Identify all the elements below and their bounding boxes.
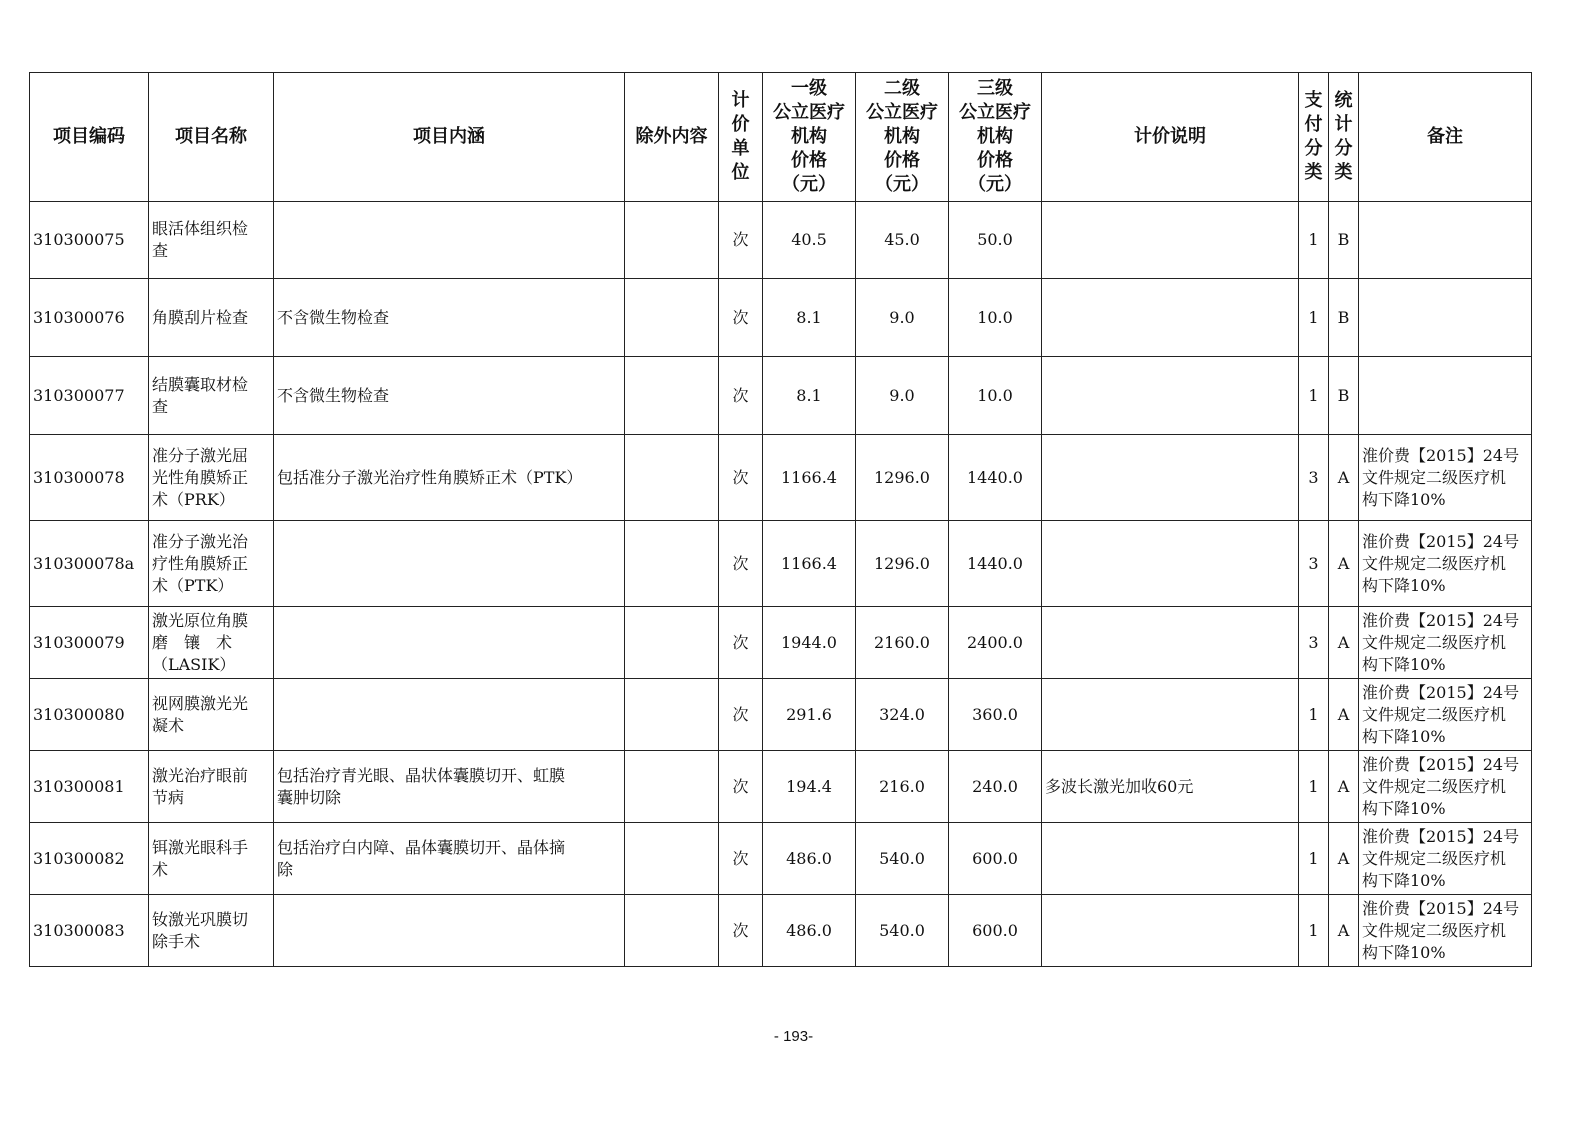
cell-pricing-notes: [1042, 279, 1299, 357]
cell-payment-category: 1: [1299, 679, 1329, 751]
table-row: [30, 357, 1532, 435]
cell-name: 结膜囊取材检 查: [149, 357, 274, 435]
cell-statistics-category: A: [1329, 435, 1359, 521]
table-row: [30, 435, 1532, 521]
cell-price-level1: 486.0: [763, 895, 856, 967]
cell-name: 激光原位角膜 磨 镶 术 （LASIK）: [149, 607, 274, 679]
cell-excluded: [625, 607, 719, 679]
cell-unit: 次: [719, 823, 763, 895]
cell-price-level1: 1166.4: [763, 435, 856, 521]
cell-unit: 次: [719, 751, 763, 823]
table-row: [30, 823, 1532, 895]
cell-price-level1: 194.4: [763, 751, 856, 823]
cell-content: [274, 202, 625, 279]
cell-price-level2: 45.0: [856, 202, 949, 279]
cell-pricing-notes: [1042, 895, 1299, 967]
cell-statistics-category: A: [1329, 751, 1359, 823]
header-price-level3: 三级 公立医疗 机构 价格 （元）: [949, 73, 1042, 202]
cell-code: 310300078a: [30, 521, 149, 607]
cell-price-level3: 1440.0: [949, 435, 1042, 521]
cell-unit: 次: [719, 895, 763, 967]
header-name: 项目名称: [149, 73, 274, 202]
cell-excluded: [625, 202, 719, 279]
table-row: [30, 751, 1532, 823]
cell-statistics-category: A: [1329, 679, 1359, 751]
cell-price-level3: 2400.0: [949, 607, 1042, 679]
cell-code: 310300075: [30, 202, 149, 279]
cell-payment-category: 3: [1299, 435, 1329, 521]
cell-excluded: [625, 823, 719, 895]
cell-pricing-notes: [1042, 607, 1299, 679]
cell-pricing-notes: [1042, 823, 1299, 895]
cell-name: 准分子激光屈 光性角膜矫正 术（PRK）: [149, 435, 274, 521]
cell-pricing-notes: [1042, 521, 1299, 607]
cell-statistics-category: A: [1329, 895, 1359, 967]
cell-price-level2: 2160.0: [856, 607, 949, 679]
cell-statistics-category: B: [1329, 279, 1359, 357]
cell-name: 准分子激光治 疗性角膜矫正 术（PTK）: [149, 521, 274, 607]
header-unit: 计 价 单 位: [719, 73, 763, 202]
cell-price-level2: 540.0: [856, 823, 949, 895]
table-row: [30, 895, 1532, 967]
cell-price-level1: 291.6: [763, 679, 856, 751]
table-row: [30, 607, 1532, 679]
table-row: [30, 521, 1532, 607]
cell-content: [274, 679, 625, 751]
page-number: - 193-: [773, 1028, 814, 1045]
cell-price-level3: 50.0: [949, 202, 1042, 279]
cell-name: 视网膜激光光 凝术: [149, 679, 274, 751]
cell-name: 眼活体组织检 查: [149, 202, 274, 279]
cell-excluded: [625, 521, 719, 607]
cell-payment-category: 1: [1299, 895, 1329, 967]
cell-payment-category: 3: [1299, 521, 1329, 607]
cell-excluded: [625, 751, 719, 823]
cell-price-level1: 1944.0: [763, 607, 856, 679]
cell-excluded: [625, 679, 719, 751]
header-excluded: 除外内容: [625, 73, 719, 202]
header-pricing-notes: 计价说明: [1042, 73, 1299, 202]
cell-excluded: [625, 357, 719, 435]
cell-price-level3: 1440.0: [949, 521, 1042, 607]
cell-code: 310300078: [30, 435, 149, 521]
cell-unit: 次: [719, 357, 763, 435]
cell-statistics-category: B: [1329, 202, 1359, 279]
header-statistics-category: 统 计 分 类: [1329, 73, 1359, 202]
cell-statistics-category: B: [1329, 357, 1359, 435]
table-row: [30, 679, 1532, 751]
cell-content: [274, 895, 625, 967]
cell-code: 310300080: [30, 679, 149, 751]
table-row: [30, 202, 1532, 279]
cell-pricing-notes: [1042, 435, 1299, 521]
cell-price-level2: 540.0: [856, 895, 949, 967]
cell-unit: 次: [719, 521, 763, 607]
cell-price-level2: 324.0: [856, 679, 949, 751]
table-header-row: [30, 73, 1532, 202]
cell-code: 310300081: [30, 751, 149, 823]
cell-price-level1: 40.5: [763, 202, 856, 279]
cell-remark: 淮价费【2015】24号 文件规定二级医疗机 构下降10%: [1359, 823, 1532, 895]
cell-payment-category: 1: [1299, 823, 1329, 895]
cell-price-level2: 1296.0: [856, 435, 949, 521]
cell-unit: 次: [719, 679, 763, 751]
cell-price-level1: 486.0: [763, 823, 856, 895]
cell-unit: 次: [719, 607, 763, 679]
cell-name: 激光治疗眼前 节病: [149, 751, 274, 823]
cell-code: 310300082: [30, 823, 149, 895]
header-remark: 备注: [1359, 73, 1532, 202]
cell-content: 包括治疗青光眼、晶状体囊膜切开、虹膜 囊肿切除: [274, 751, 625, 823]
cell-statistics-category: A: [1329, 823, 1359, 895]
cell-code: 310300083: [30, 895, 149, 967]
cell-pricing-notes: [1042, 202, 1299, 279]
cell-pricing-notes: [1042, 357, 1299, 435]
cell-price-level1: 1166.4: [763, 521, 856, 607]
cell-excluded: [625, 435, 719, 521]
cell-pricing-notes: [1042, 679, 1299, 751]
cell-statistics-category: A: [1329, 607, 1359, 679]
cell-remark: [1359, 202, 1532, 279]
cell-content: 包括准分子激光治疗性角膜矫正术（PTK）: [274, 435, 625, 521]
cell-content: 不含微生物检查: [274, 357, 625, 435]
cell-price-level2: 1296.0: [856, 521, 949, 607]
cell-price-level1: 8.1: [763, 279, 856, 357]
cell-price-level3: 360.0: [949, 679, 1042, 751]
header-price-level2: 二级 公立医疗 机构 价格 （元）: [856, 73, 949, 202]
table-row: [30, 279, 1532, 357]
cell-price-level3: 240.0: [949, 751, 1042, 823]
cell-code: 310300077: [30, 357, 149, 435]
cell-payment-category: 1: [1299, 202, 1329, 279]
cell-price-level2: 216.0: [856, 751, 949, 823]
cell-remark: 淮价费【2015】24号 文件规定二级医疗机 构下降10%: [1359, 435, 1532, 521]
cell-content: 不含微生物检查: [274, 279, 625, 357]
header-price-level1: 一级 公立医疗 机构 价格 （元）: [763, 73, 856, 202]
cell-unit: 次: [719, 202, 763, 279]
cell-price-level3: 10.0: [949, 357, 1042, 435]
cell-price-level2: 9.0: [856, 357, 949, 435]
header-code: 项目编码: [30, 73, 149, 202]
cell-price-level3: 600.0: [949, 895, 1042, 967]
pricing-table: [29, 72, 1532, 967]
header-content: 项目内涵: [274, 73, 625, 202]
cell-remark: 淮价费【2015】24号 文件规定二级医疗机 构下降10%: [1359, 679, 1532, 751]
cell-name: 铒激光眼科手 术: [149, 823, 274, 895]
cell-remark: [1359, 279, 1532, 357]
cell-excluded: [625, 895, 719, 967]
cell-code: 310300076: [30, 279, 149, 357]
cell-excluded: [625, 279, 719, 357]
cell-unit: 次: [719, 279, 763, 357]
cell-price-level3: 600.0: [949, 823, 1042, 895]
cell-price-level2: 9.0: [856, 279, 949, 357]
cell-payment-category: 3: [1299, 607, 1329, 679]
cell-remark: 淮价费【2015】24号 文件规定二级医疗机 构下降10%: [1359, 895, 1532, 967]
cell-price-level1: 8.1: [763, 357, 856, 435]
cell-remark: 淮价费【2015】24号 文件规定二级医疗机 构下降10%: [1359, 751, 1532, 823]
cell-remark: [1359, 357, 1532, 435]
cell-pricing-notes: 多波长激光加收60元: [1042, 751, 1299, 823]
cell-content: [274, 521, 625, 607]
cell-payment-category: 1: [1299, 751, 1329, 823]
cell-unit: 次: [719, 435, 763, 521]
cell-code: 310300079: [30, 607, 149, 679]
cell-name: 角膜刮片检查: [149, 279, 274, 357]
cell-name: 钕激光巩膜切 除手术: [149, 895, 274, 967]
header-payment-category: 支 付 分 类: [1299, 73, 1329, 202]
cell-content: 包括治疗白内障、晶体囊膜切开、晶体摘 除: [274, 823, 625, 895]
cell-content: [274, 607, 625, 679]
cell-remark: 淮价费【2015】24号 文件规定二级医疗机 构下降10%: [1359, 521, 1532, 607]
cell-remark: 淮价费【2015】24号 文件规定二级医疗机 构下降10%: [1359, 607, 1532, 679]
cell-price-level3: 10.0: [949, 279, 1042, 357]
cell-statistics-category: A: [1329, 521, 1359, 607]
cell-payment-category: 1: [1299, 279, 1329, 357]
cell-payment-category: 1: [1299, 357, 1329, 435]
